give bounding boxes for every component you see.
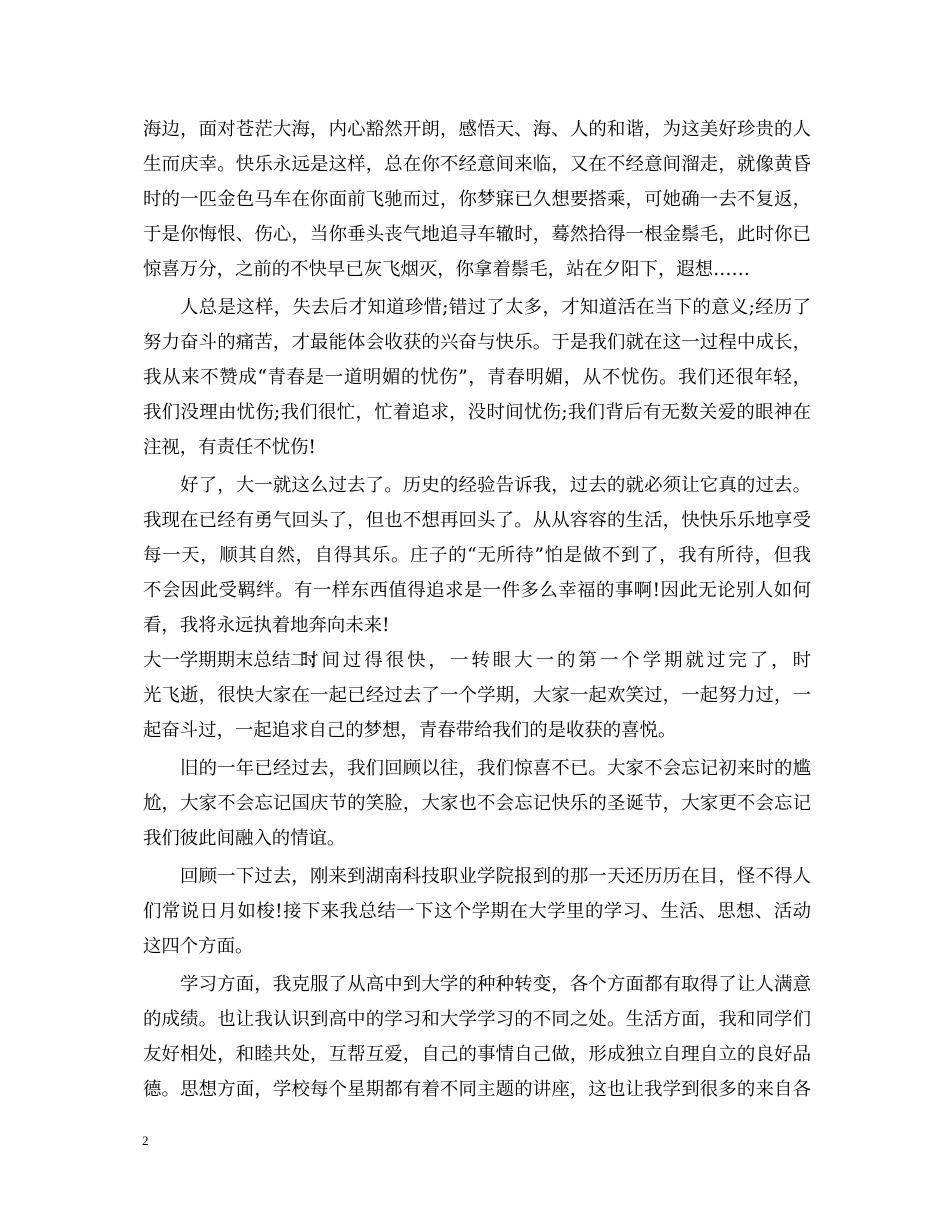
document-body xyxy=(143,112,811,1107)
text-line: 海边，面对苍茫大海，内心豁然开朗，感悟天、海、人的和谐，为这美好珍贵的人 xyxy=(143,119,811,140)
text-line: 看，我将永远执着地奔向未来! xyxy=(143,615,390,636)
text-line: 这四个方面。 xyxy=(143,936,254,957)
text-line: 注视，有责任不忧伤! xyxy=(143,437,316,458)
text-line: 我们彼此间融入的情谊。 xyxy=(143,828,346,849)
text-line: 的成绩。也让我认识到高中的学习和大学学习的不同之处。生活方面，我和同学们 xyxy=(143,1009,811,1030)
paragraph-3 xyxy=(143,468,811,643)
paragraph-5 xyxy=(143,751,811,856)
text-line: 们常说日月如梭!接下来我总结一下这个学期在大学里的学习、生活、思想、活动 xyxy=(143,901,811,922)
paragraph-2 xyxy=(143,290,811,465)
text-line: 每一天，顺其自然，自得其乐。庄子的“无所待”怕是做不到了，我有所待，但我 xyxy=(143,545,811,566)
text-line: 我们没理由忧伤;我们很忙，忙着追求，没时间忧伤;我们背后有无数关爱的眼神在 xyxy=(143,402,811,423)
text-line: 我现在已经有勇气回头了，但也不想再回头了。从从容容的生活，快快乐乐地享受 xyxy=(143,510,811,531)
text-line: 尬，大家不会忘记国庆节的笑脸，大家也不会忘记快乐的圣诞节，大家更不会忘记 xyxy=(143,793,811,814)
text-span: 时间过得很快，一转眼大一的第一个学期就过完了，时 xyxy=(297,650,811,671)
text-line: 旧的一年已经过去，我们回顾以往，我们惊喜不已。大家不会忘记初来时的尴 xyxy=(180,758,811,779)
text-line: 不会因此受羁绊。有一样东西值得追求是一件多么幸福的事啊!因此无论别人如何 xyxy=(143,580,811,601)
section-heading: 大一学期期末总结二： xyxy=(143,650,327,671)
paragraph-4 xyxy=(143,643,811,748)
text-line: 我从来不赞成“青春是一道明媚的忧伤”，青春明媚，从不忧伤。我们还很年轻， xyxy=(143,367,811,388)
text-line: 人总是这样，失去后才知道珍惜;错过了太多，才知道活在当下的意义;经历了 xyxy=(180,297,811,318)
text-line-with-heading xyxy=(143,643,811,678)
page-number: 2 xyxy=(142,1133,149,1148)
text-line: 惊喜万分，之前的不快早已灰飞烟灭，你拿着鬃毛，站在夕阳下，遐想…… xyxy=(143,259,750,280)
paragraph-1 xyxy=(143,112,811,287)
text-line: 德。思想方面，学校每个星期都有着不同主题的讲座，这也让我学到很多的来自各 xyxy=(143,1079,811,1100)
text-line: 时的一匹金色马车在你面前飞驰而过，你梦寐已久想要搭乘，可她确一去不复返， xyxy=(143,189,811,210)
text-line: 于是你悔恨、伤心，当你垂头丧气地追寻车辙时，蓦然拾得一根金鬃毛，此时你已 xyxy=(143,224,811,245)
text-line: 学习方面，我克服了从高中到大学的种种转变，各个方面都有取得了让人满意 xyxy=(180,974,811,995)
text-line: 生而庆幸。快乐永远是这样，总在你不经意间来临，又在不经意间溜走，就像黄昏 xyxy=(143,154,811,175)
text-line: 起奋斗过，一起追求自己的梦想，青春带给我们的是收获的喜悦。 xyxy=(143,720,677,741)
text-line: 友好相处，和睦共处，互帮互爱，自己的事情自己做，形成独立自理自立的良好品 xyxy=(143,1044,811,1065)
paragraph-7 xyxy=(143,967,811,1107)
paragraph-6 xyxy=(143,859,811,964)
text-line: 回顾一下过去，刚来到湖南科技职业学院报到的那一天还历历在目，怪不得人 xyxy=(180,866,811,887)
text-line: 努力奋斗的痛苦，才最能体会收获的兴奋与快乐。于是我们就在这一过程中成长， xyxy=(143,332,811,353)
text-line: 好了，大一就这么过去了。历史的经验告诉我，过去的就必须让它真的过去。 xyxy=(180,475,811,496)
text-line: 光飞逝，很快大家在一起已经过去了一个学期，大家一起欢笑过，一起努力过，一 xyxy=(143,685,811,706)
